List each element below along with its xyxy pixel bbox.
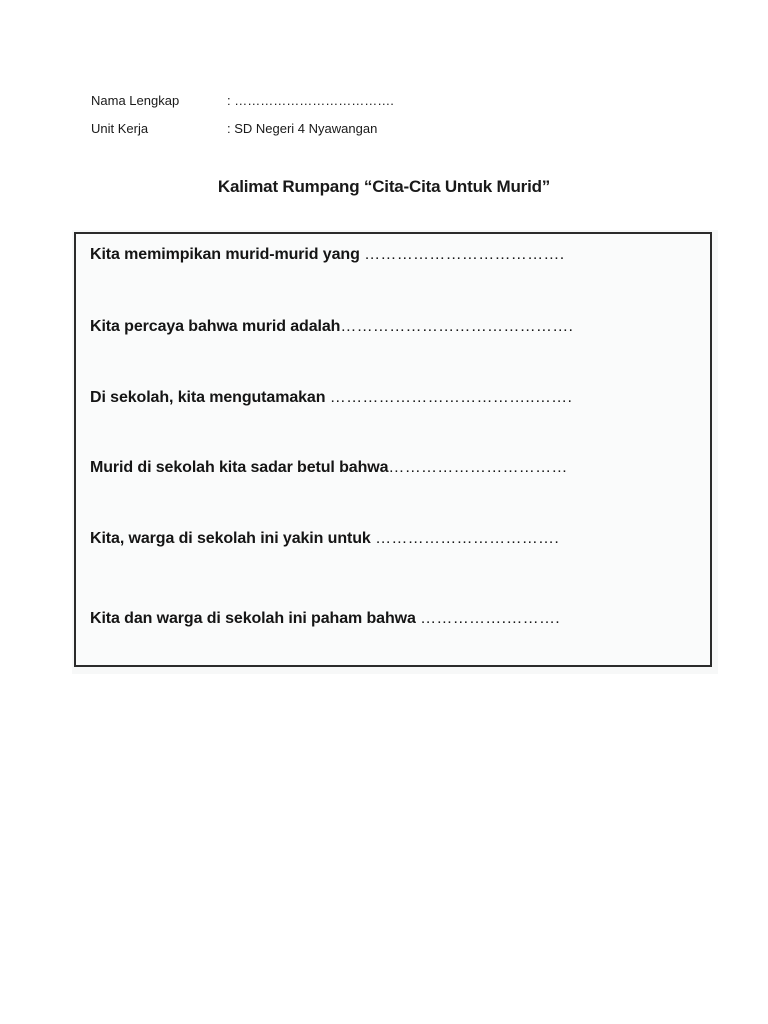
nama-lengkap-row bbox=[91, 93, 394, 108]
sentence-1-blank: ………………………………. bbox=[364, 246, 565, 263]
sentence-5 bbox=[90, 530, 559, 548]
unit-kerja-row bbox=[91, 121, 377, 136]
sentence-5-blank: ……………………………. bbox=[375, 530, 560, 547]
sentence-6-text: Kita dan warga di sekolah ini paham bahwa bbox=[90, 610, 421, 627]
sentence-4 bbox=[90, 459, 568, 477]
sentence-box bbox=[74, 232, 712, 667]
sentence-6 bbox=[90, 610, 560, 628]
unit-kerja-value: : SD Negeri 4 Nyawangan bbox=[227, 121, 378, 136]
unit-kerja-label: Unit Kerja bbox=[91, 121, 149, 136]
sentence-5-text: Kita, warga di sekolah ini yakin untuk bbox=[90, 530, 376, 547]
nama-lengkap-label: Nama Lengkap bbox=[91, 93, 180, 108]
sentence-2-text: Kita percaya bahwa murid adalah bbox=[90, 318, 341, 335]
sentence-4-text: Murid di sekolah kita sadar betul bahwa bbox=[90, 459, 389, 476]
sentence-1 bbox=[90, 246, 564, 264]
sentence-3 bbox=[90, 389, 572, 407]
sentence-6-blank: …………….………. bbox=[420, 610, 560, 627]
worksheet-title: Kalimat Rumpang “Cita-Cita Untuk Murid” bbox=[217, 177, 551, 196]
sentence-1-text: Kita memimpikan murid-murid yang bbox=[90, 246, 365, 263]
sentence-2-blank: ……………………………………. bbox=[340, 318, 574, 335]
nama-lengkap-value: : ………………………………. bbox=[227, 93, 394, 108]
sentence-2 bbox=[90, 318, 573, 336]
sentence-3-text: Di sekolah, kita mengutamakan bbox=[90, 389, 330, 406]
sentence-4-blank: …………………………… bbox=[388, 459, 568, 476]
sentence-3-blank: ………………………………..……. bbox=[329, 389, 573, 406]
